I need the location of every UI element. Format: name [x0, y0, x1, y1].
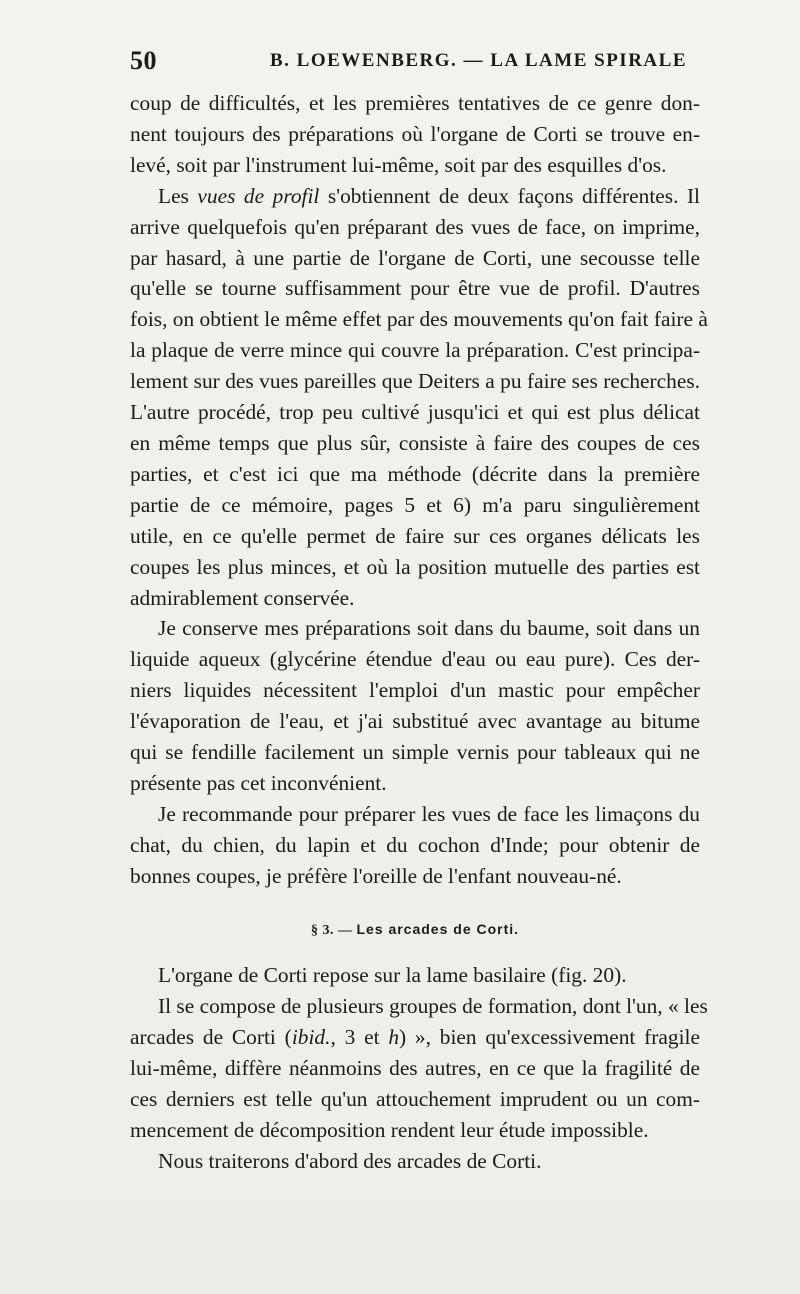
text-line: par hasard, à une partie de l'organe de Corti, une secousse telle	[130, 245, 700, 270]
text-line: liquide aqueux (glycérine étendue d'eau ou eau pure). Ces der-	[130, 647, 700, 672]
text-line: parties, et c'est ici que ma méthode (décrite dans la première	[130, 461, 700, 486]
text-line: nent toujours des préparations où l'organe de Corti se trouve en-	[130, 121, 700, 146]
text-line: lement sur des vues pareilles que Deiters a pu faire ses recherches.	[130, 369, 700, 394]
text-line: arrive quelquefois qu'en préparant des vues de face, on imprime,	[130, 214, 700, 239]
text-line: utile, en ce qu'elle permet de faire sur ces organes délicats les	[130, 523, 700, 548]
text-line: ces derniers est telle qu'un attouchement imprudent ou un com-	[130, 1087, 700, 1112]
text-line: bonnes coupes, je préfère l'oreille de l'enfant nouveau-né.	[130, 863, 622, 888]
section-prefix: § 3. —	[310, 922, 357, 938]
running-title: B. LOEWENBERG. — LA LAME SPIRALE	[270, 50, 687, 71]
text-line: chat, du chien, du lapin et du cochon d'Inde; pour obtenir de	[130, 832, 700, 857]
section-heading	[130, 914, 700, 947]
text-line: Nous traiterons d'abord des arcades de Corti.	[158, 1148, 542, 1173]
text-line: Je conserve mes préparations soit dans du baume, soit dans un	[158, 616, 700, 641]
text-line: fois, on obtient le même effet par des mouvements qu'on fait faire à	[130, 307, 708, 332]
text-line: Les vues de profil s'obtiennent de deux façons différentes. Il	[158, 183, 701, 208]
italic-term: vues de profil	[197, 183, 320, 208]
page-header	[130, 46, 700, 76]
body-text	[130, 88, 708, 1177]
text-line: partie de ce mémoire, pages 5 et 6) m'a paru singulièrement	[130, 492, 700, 517]
text-line: levé, soit par l'instrument lui-même, soit par des esquilles d'os.	[130, 152, 667, 177]
text-line: présente pas cet inconvénient.	[130, 770, 387, 795]
italic-term: ibid.	[291, 1025, 331, 1050]
text-line: la plaque de verre mince qui couvre la préparation. C'est principa-	[130, 338, 700, 363]
italic-term: h	[388, 1025, 400, 1050]
text-line: niers liquides nécessitent l'emploi d'un mastic pour empêcher	[130, 678, 700, 703]
text-line: qu'elle se tourne suffisamment pour être vue de profil. D'autres	[130, 276, 700, 301]
page-number: 50	[130, 46, 157, 75]
text-line: L'organe de Corti repose sur la lame basilaire (fig. 20).	[158, 963, 627, 988]
section-title: Les arcades de Corti.	[356, 920, 520, 937]
text-line: l'évaporation de l'eau, et j'ai substitué avec avantage au bitume	[130, 709, 700, 734]
text-line: L'autre procédé, trop peu cultivé jusqu'ici et qui est plus délicat	[130, 400, 700, 425]
text-line: Il se compose de plusieurs groupes de formation, dont l'un, « les	[158, 994, 708, 1019]
text-line: mencement de décomposition rendent leur étude impossible.	[130, 1118, 649, 1142]
text-line: Je recommande pour préparer les vues de face les limaçons du	[158, 801, 700, 826]
text-line: coup de difficultés, et les premières tentatives de ce genre don-	[130, 91, 700, 115]
text-line: arcades de Corti (ibid., 3 et h) », bien qu'excessivement fragile	[130, 1025, 700, 1050]
text-line: en même temps que plus sûr, consiste à faire des coupes de ces	[130, 430, 700, 455]
text-line: admirablement conservée.	[130, 585, 355, 610]
text-line: qui se fendille facilement un simple vernis pour tableaux qui ne	[130, 740, 700, 765]
text-line: lui-même, diffère néanmoins des autres, en ce que la fragilité de	[130, 1056, 700, 1081]
text-line: coupes les plus minces, et où la position mutuelle des parties est	[130, 554, 700, 579]
